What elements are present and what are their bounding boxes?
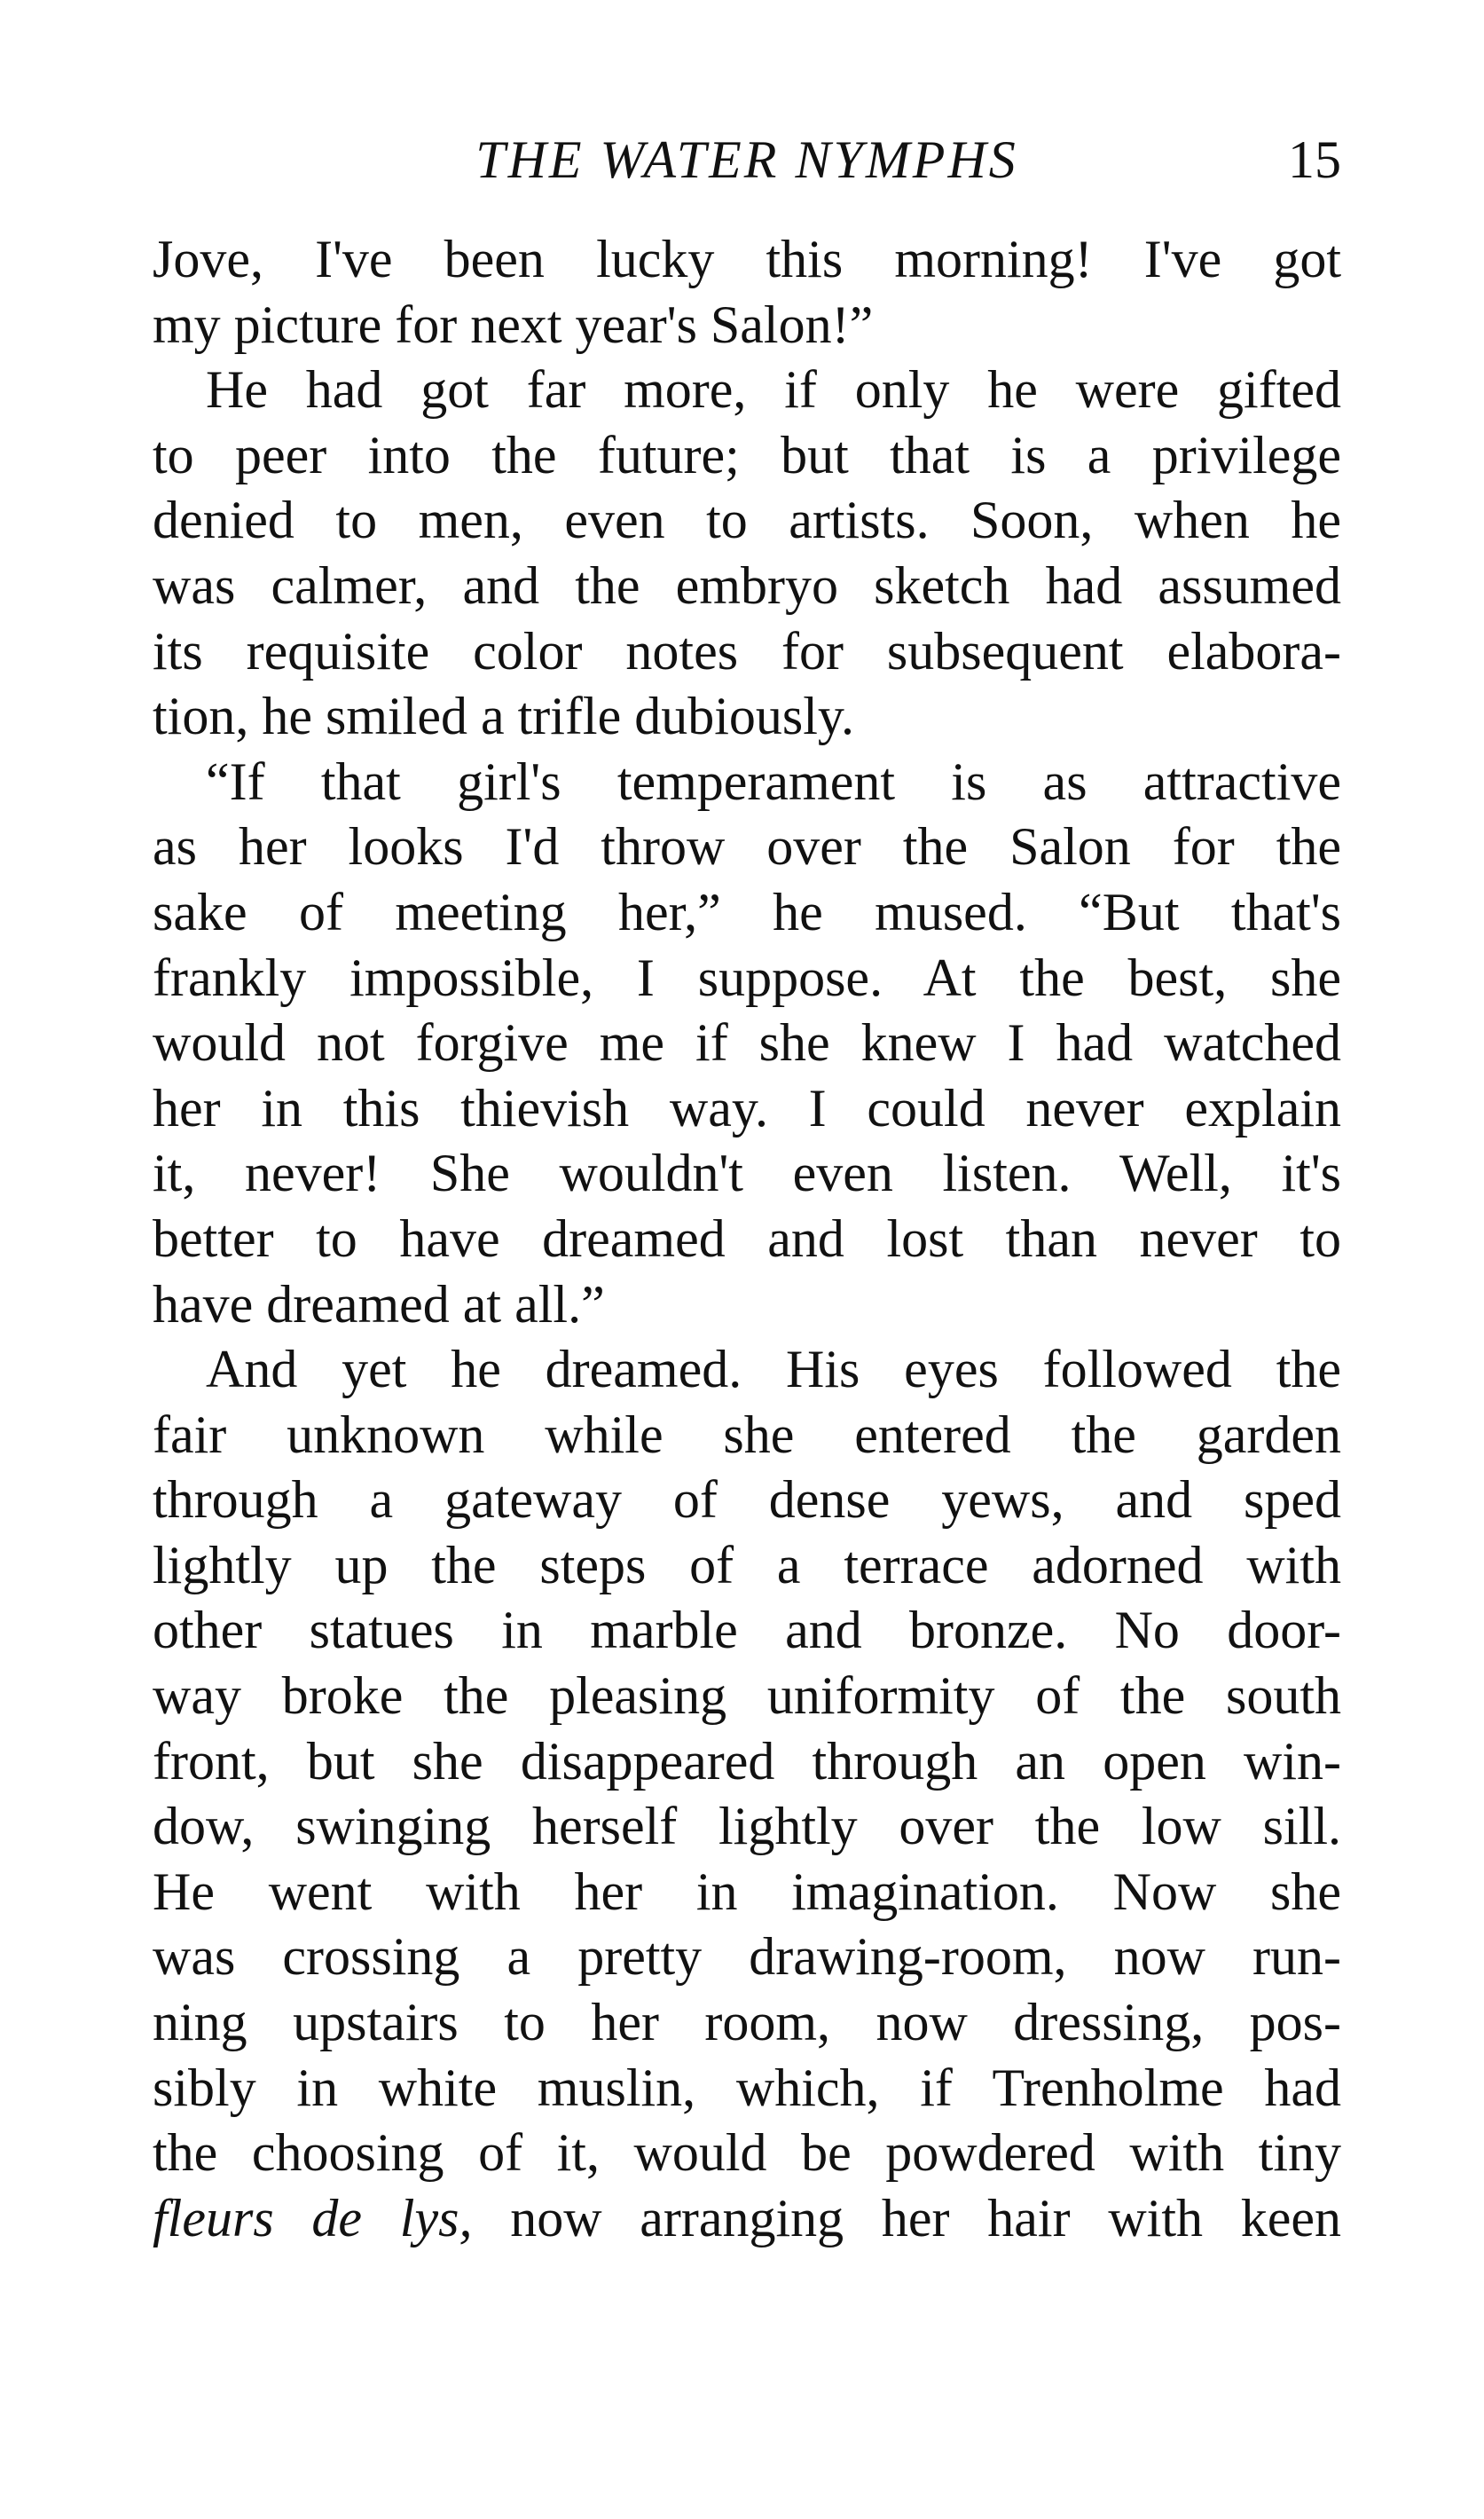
- text-line: to peer into the future; but that is a privilege: [153, 425, 1341, 484]
- text-segment: now arranging her hair with keen: [472, 2188, 1341, 2247]
- text-line: its requisite color notes for subsequent elabora-: [153, 621, 1341, 681]
- text-line: sibly in white muslin, which, if Trenholme had: [153, 2058, 1341, 2117]
- text-line: “If that girl's temperament is as attractive: [206, 752, 1341, 811]
- text-line: denied to men, even to artists. Soon, when he: [153, 491, 1341, 550]
- text-line: [153, 2186, 1341, 2252]
- text-line: And yet he dreamed. His eyes followed the: [206, 1340, 1341, 1399]
- text-line: fair unknown while she entered the garden: [153, 1405, 1341, 1464]
- text-line: was crossing a pretty drawing-room, now run-: [153, 1927, 1341, 1987]
- text-line: her in this thievish way. I could never explain: [153, 1078, 1341, 1137]
- page-number: 15: [1288, 130, 1341, 189]
- text-line: lightly up the steps of a terrace adorned with: [153, 1535, 1341, 1594]
- text-line: other statues in marble and bronze. No door-: [153, 1601, 1341, 1660]
- text-line: the choosing of it, would be powdered with tiny: [153, 2123, 1341, 2183]
- text-line: through a gateway of dense yews, and sped: [153, 1470, 1341, 1530]
- text-line: front, but she disappeared through an open win-: [153, 1731, 1341, 1791]
- text-line: have dreamed at all.”: [153, 1274, 605, 1334]
- text-line: my picture for next year's Salon!”: [153, 295, 874, 354]
- text-line: was calmer, and the embryo sketch had assumed: [153, 555, 1341, 615]
- text-line: tion, he smiled a trifle dubiously.: [153, 687, 854, 746]
- text-line: dow, swinging herself lightly over the low sill.: [153, 1797, 1341, 1856]
- text-line: frankly impossible, I suppose. At the best, she: [153, 948, 1341, 1007]
- text-line: as her looks I'd throw over the Salon for the: [153, 817, 1341, 877]
- text-line: sake of meeting her,” he mused. “But that's: [153, 882, 1341, 941]
- text-line: would not forgive me if she knew I had watched: [153, 1013, 1341, 1073]
- italic-phrase: fleurs de lys,: [153, 2188, 473, 2247]
- running-title: THE WATER NYMPHS: [475, 130, 1018, 189]
- text-line: Jove, I've been lucky this morning! I've got: [153, 230, 1341, 288]
- text-line: it, never! She wouldn't even listen. Well, it's: [153, 1144, 1341, 1203]
- text-line: ning upstairs to her room, now dressing, pos-: [153, 1993, 1341, 2052]
- text-line: way broke the pleasing uniformity of the south: [153, 1666, 1341, 1726]
- running-head: [153, 124, 1341, 195]
- text-line: better to have dreamed and lost than never to: [153, 1208, 1341, 1268]
- text-line: He went with her in imagination. Now she: [153, 1862, 1341, 1921]
- text-line: He had got far more, if only he were gifted: [206, 360, 1341, 420]
- body-text: [153, 227, 1341, 2251]
